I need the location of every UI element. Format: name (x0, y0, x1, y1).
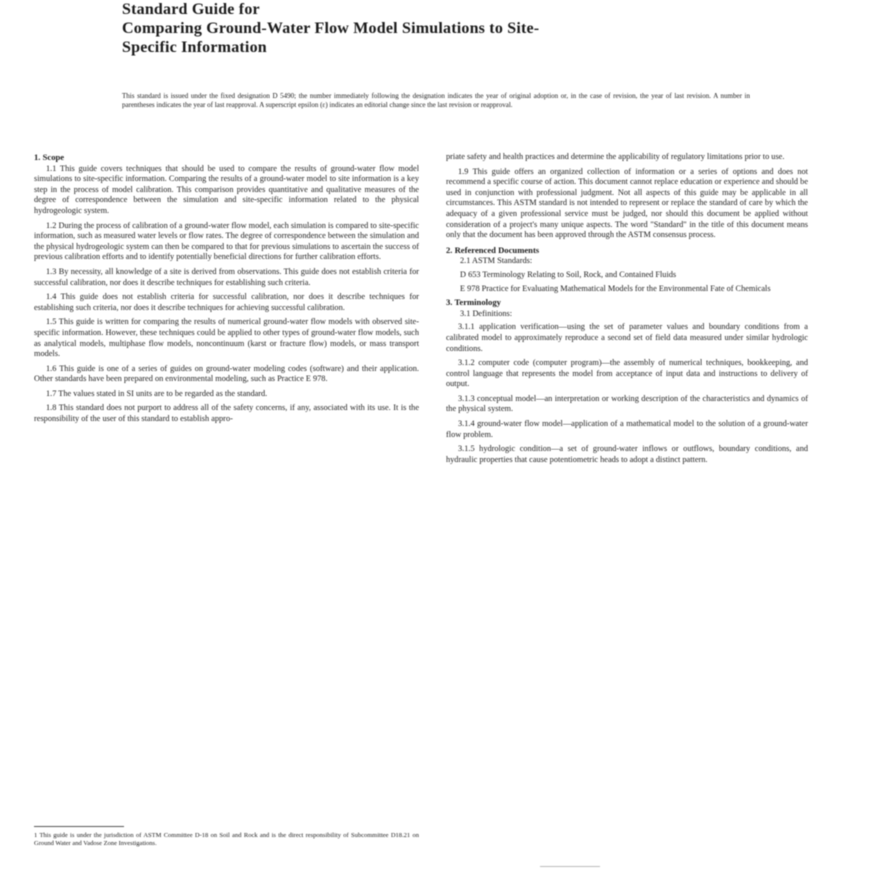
paragraph: 1.8 This standard does not purport to address all of the safety concerns, if any, associated with its use. It is the responsibility of the user of this standard to establish appro- (34, 403, 419, 424)
paragraph: 1.6 This guide is one of a series of guides on ground-water modeling codes (software) and their application. Other standards have been prepared on environmental modeling, such as Practice E 978. (34, 363, 419, 384)
paragraph: 3.1.3 conceptual model—an interpretation or working description of the characteristics and dynamics of the physical system. (446, 393, 808, 414)
subsection-item: 3.1 Definitions: (460, 308, 513, 318)
paragraph: 1.2 During the process of calibration of a ground-water flow model, each simulation is compared to site-specific information, such as measured water levels or flow rates. The degree of correspondence between the simulation and the physical hydrogeologic system can then be compared to that for previous simulations to ascertain the success of previous calibration efforts and to identify potentially beneficial directions for further calibration efforts. (34, 220, 419, 262)
title-line-2: Comparing Ground-Water Flow Model Simulations to Site- (122, 20, 540, 37)
footnote-divider (34, 826, 124, 827)
left-column (34, 150, 419, 429)
subsection-item: 2.1 ASTM Standards: (460, 256, 533, 266)
paragraph: 3.1.2 computer code (computer program)—the assembly of numerical techniques, bookkeeping, and control language that represents the model from acceptance of input data and instructions to delivery of output. (446, 358, 808, 389)
paragraph: 3.1.1 application verification—using the set of parameter values and boundary conditions from a calibrated model to approximately reproduce a second set of field data measured under similar hydrologic conditions. (446, 322, 808, 353)
paragraph: priate safety and health practices and determine the applicability of regulatory limitations prior to use. (446, 152, 785, 161)
page-bottom-rule (540, 866, 600, 867)
footnote: 1 This guide is under the jurisdiction of ASTM Committee D-18 on Soil and Rock and is the direct responsibility of Subcommittee D18.21 on Ground Water and Vadose Zone Investigations. (34, 832, 419, 847)
title-block (122, 0, 762, 57)
paragraph: 1.4 This guide does not establish criteria for successful calibration, nor does it describe techniques for establishing such criteria, nor does it describe techniques for achieving successful calibration. (34, 292, 419, 312)
paragraph: 3.1.4 ground-water flow model—application of a mathematical model to the solution of a ground-water flow problem. (446, 419, 808, 439)
right-column (446, 152, 808, 469)
paragraph: 1.3 By necessity, all knowledge of a site is derived from observations. This guide does not establish criteria for successful calibration, nor does it describe techniques for establishing such criteria. (34, 266, 419, 287)
section-heading: 1. Scope (34, 152, 65, 162)
title-line-1: Standard Guide for (122, 1, 260, 18)
paragraph: 3.1.5 hydrologic condition—a set of ground-water inflows or outflows, boundary conditions, and hydraulic properties that cause potentiometric heads to adopt a distinct pattern. (446, 444, 808, 464)
subsection-item: E 978 Practice for Evaluating Mathematical Models for the Environmental Fate of Chemicals (460, 283, 771, 293)
paragraph: 1.5 This guide is written for comparing the results of numerical ground-water flow models with observed site-specific information. However, these techniques could be applied to other types of ground-water flow models, such as analytical models, multiphase flow models, noncontinuum (karst or fracture flow) models, or mass transport models. (34, 317, 419, 359)
paragraph: 1.9 This guide offers an organized collection of information or a series of options and does not recommend a specific course of action. This document cannot replace education or experience and should be used in conjunction with professional judgment. Not all aspects of this guide may be applicable in all circumstances. This ASTM standard is not intended to represent or replace the standard of care by which the adequacy of a given professional service must be judged, nor should this document be applied without consideration of a project's many unique aspects. The word "Standard" in the title of this document means only that the document has been approved through the ASTM consensus process. (446, 166, 808, 240)
paragraph: 1.7 The values stated in SI units are to be regarded as the standard. (46, 388, 268, 398)
section-heading: 3. Terminology (446, 297, 501, 308)
section-heading: 2. Referenced Documents (446, 244, 540, 255)
abstract-note: This standard is issued under the fixed designation D 5490; the number immediately following the designation indicates the year of original adoption or, in the case of revision, the year of last revision. A number in parentheses indicates the year of last reapproval. A superscript epsilon (ε) indicates an editorial change since the last revision or reapproval. (122, 92, 750, 109)
title-line-3: Specific Information (122, 39, 267, 56)
paragraph: 1.1 This guide covers techniques that should be used to compare the results of ground-water flow model simulations to site-specific information. Comparing the results of a ground-water model to site information is a key step in the process of model calibration. This comparison provides quantitative and qualitative measures of the degree of correspondence between the simulation and site-specific information related to the physical hydrogeologic system. (34, 163, 419, 215)
subsection-item: D 653 Terminology Relating to Soil, Rock, and Contained Fluids (460, 269, 677, 279)
